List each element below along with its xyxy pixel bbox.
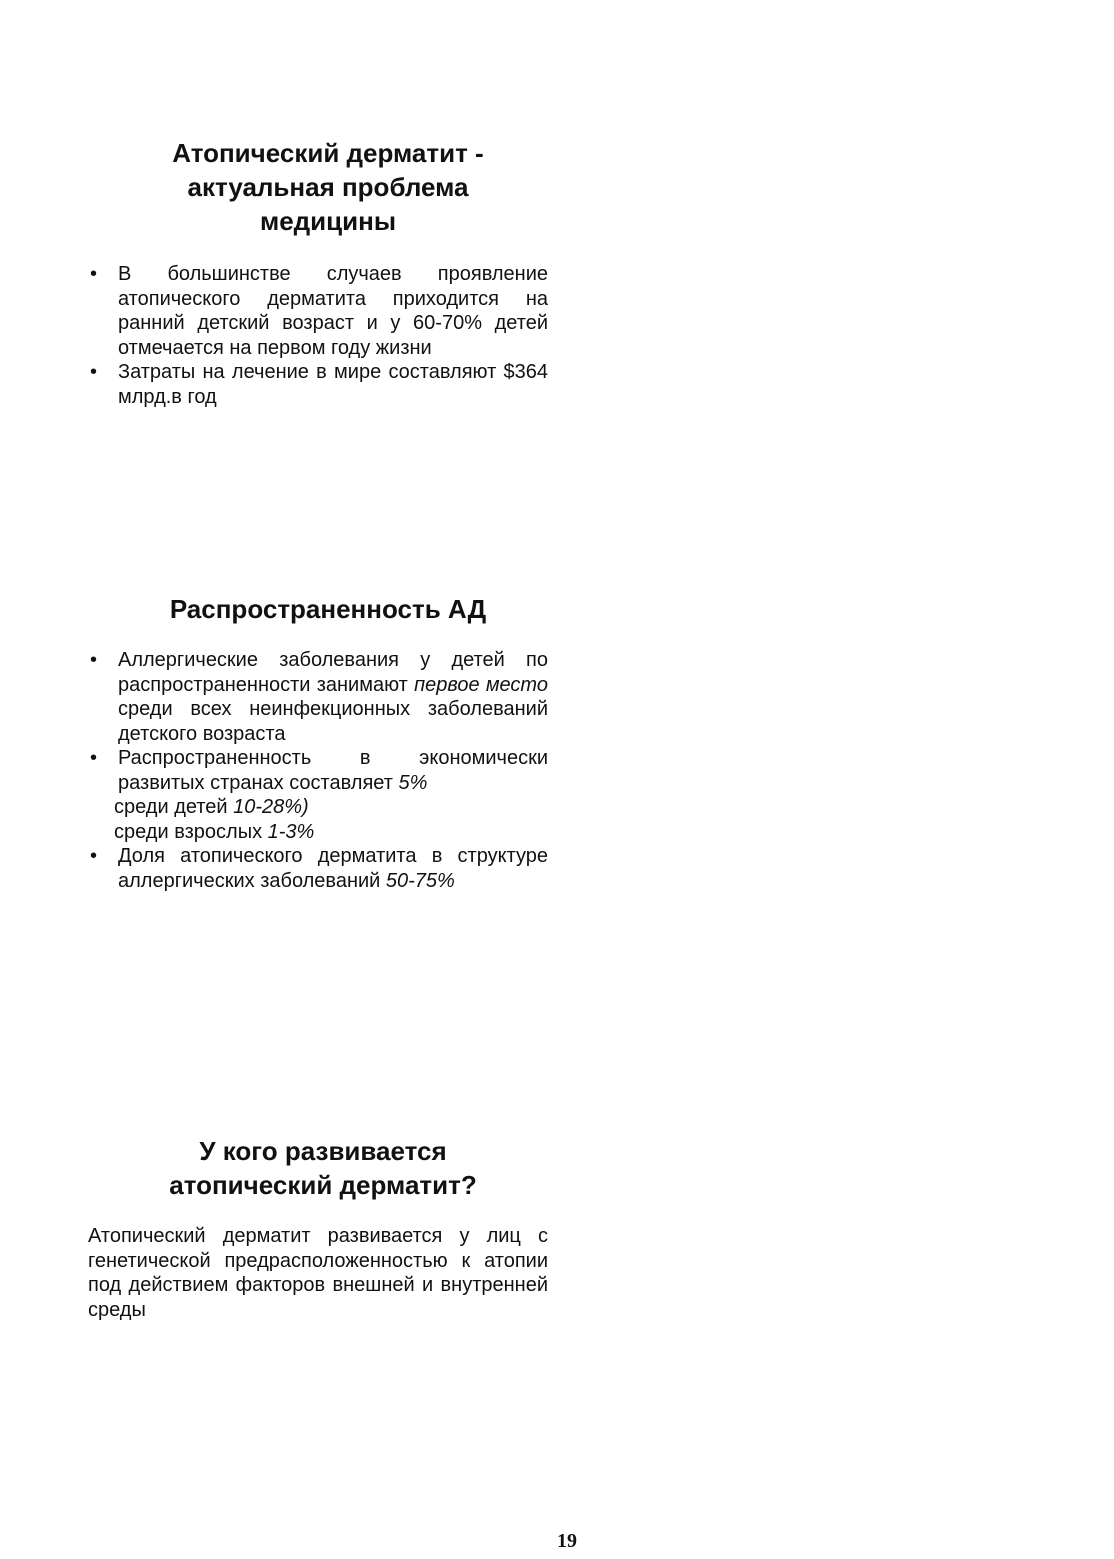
section-2-heading: Распространенность АД (169, 594, 487, 624)
children-label: среди детей (114, 796, 234, 818)
list-item (88, 360, 548, 409)
list-item (88, 746, 548, 844)
list-item (88, 844, 548, 893)
adults-value: 1-3% (267, 820, 315, 843)
bullet-text: Затраты на лечение в мире составляют $364 млрд.в год (118, 361, 548, 408)
adults-label: среди взрослых (114, 820, 268, 843)
page-number: 19 (557, 1530, 577, 1552)
bullet-icon: • (90, 263, 98, 285)
children-value: 10-28%) (233, 796, 309, 818)
emphasis-text: 50-75% (385, 869, 455, 892)
emphasis-text: первое место (414, 673, 548, 696)
bullet-text: В большинстве случаев проявление атопического дерматита приходится на ранний детский возраст и у 60-70% детей отмечается на первом году жизни (118, 263, 548, 359)
bullet-icon: • (90, 361, 98, 383)
emphasis-text: 5% (398, 771, 428, 794)
section-3-heading: У кого развивается атопический дерматит? (169, 1136, 477, 1200)
bullet-icon: • (90, 747, 98, 769)
list-item (88, 648, 548, 746)
bullet-text: Аллергические заболевания у детей по распространенности занимают (118, 649, 548, 696)
bullet-text: Доля атопического дерматита в структуре аллергических заболеваний (118, 845, 548, 892)
section-2-bullet-list (88, 648, 548, 893)
adults-line (114, 820, 548, 845)
bullet-icon: • (90, 845, 98, 867)
list-item (88, 262, 548, 360)
bullet-text: Распространенность в экономически развитых странах составляет (118, 747, 548, 794)
section-atopic-dermatitis-problem (88, 136, 548, 409)
bullet-icon: • (90, 649, 98, 671)
section-3-paragraph: Атопический дерматит развивается у лиц с генетической предрасположенностью к атопии под действием факторов внешней и внутренней среды (88, 1225, 548, 1321)
children-line (114, 795, 548, 820)
bullet-text: среди всех неинфекционных заболеваний детского возраста (118, 698, 548, 745)
section-who-develops (88, 1134, 548, 1322)
section-prevalence (88, 592, 548, 893)
section-1-heading: Атопический дерматит - актуальная проблема медицины (172, 138, 484, 236)
section-1-bullet-list (88, 262, 548, 409)
